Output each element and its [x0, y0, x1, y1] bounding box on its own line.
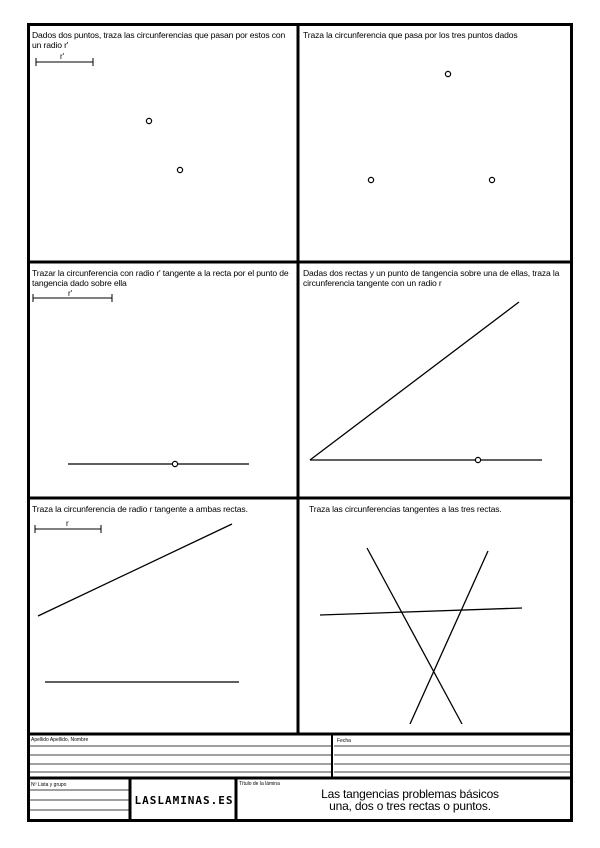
panel-5-title: Traza la circunferencia de radio r tangente a ambas rectas. [32, 504, 248, 514]
panel-1-radius-label: r' [60, 52, 65, 61]
panel-4-figure [310, 302, 542, 463]
point-b [368, 177, 373, 182]
panel-2-figure [368, 71, 494, 182]
point-c [489, 177, 494, 182]
name-label: Apellido Apellido, Nombre [31, 737, 89, 743]
panel-1-figure [36, 58, 183, 173]
panel-3-title: Trazar la circunferencia con radio r' tangente a la recta por el punto de tangencia dado sobre ella [32, 268, 289, 288]
sheet-title-label: Título de la lámina [239, 781, 280, 787]
sheet-title-line-1: Las tangencias problemas básicos [321, 787, 499, 801]
point-a [445, 71, 450, 76]
date-label: Fecha [337, 738, 351, 744]
line-a [367, 548, 462, 724]
line-a [310, 302, 519, 460]
sheet-border [29, 25, 572, 821]
panel-6-figure [320, 548, 522, 724]
panel-5-figure [35, 524, 239, 682]
list-group-label: Nº Lista y grupo [31, 782, 67, 788]
panel-3-figure [33, 294, 249, 467]
tangency-point [475, 457, 480, 462]
point-b [177, 167, 182, 172]
panel-2-title: Traza la circunferencia que pasa por los tres puntos dados [303, 30, 518, 40]
line-b [410, 551, 488, 724]
panel-5-radius-label: r [66, 519, 69, 528]
panel-1-title: Dados dos puntos, traza las circunferencias que pasan por estos con un radio r' [32, 30, 286, 50]
point-a [146, 118, 151, 123]
sheet-title [250, 788, 570, 812]
line-a [38, 524, 232, 616]
panel-6-title: Traza las circunferencias tangentes a las tres rectas. [309, 504, 502, 514]
line-c [320, 608, 522, 615]
panel-4-title: Dadas dos rectas y un punto de tangencia sobre una de ellas, traza la circunferencia tangente con un radio r [303, 268, 560, 288]
tangency-point [172, 461, 177, 466]
sheet-title-line-2: una, dos o tres rectas o puntos. [329, 799, 491, 813]
panel-3-radius-label: r' [68, 289, 73, 298]
laslaminas-logo: LASLAMINAS.ES [134, 793, 234, 807]
